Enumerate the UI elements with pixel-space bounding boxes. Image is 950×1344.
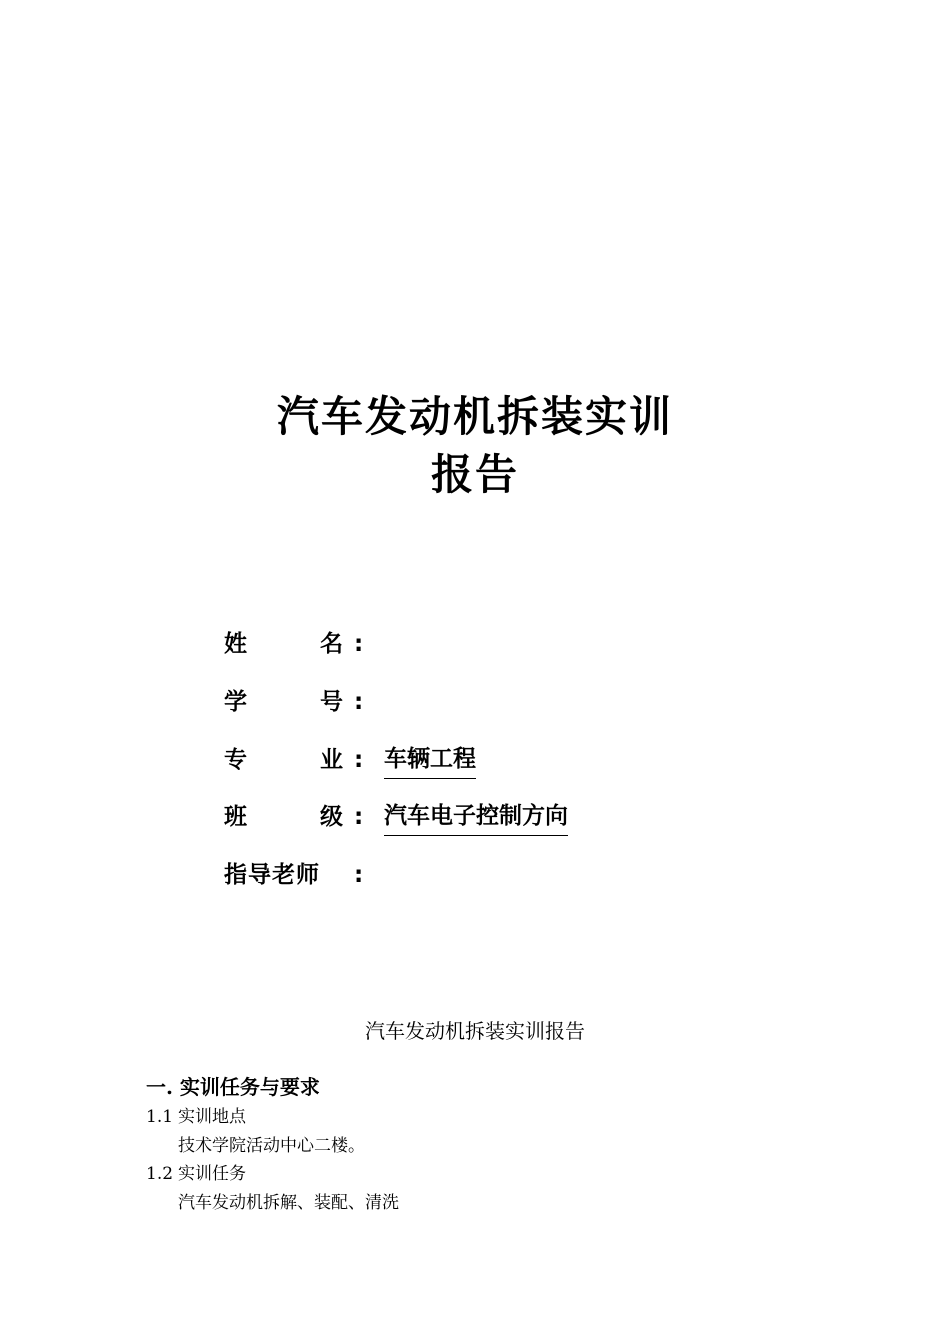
field-student-id-colon: : bbox=[354, 689, 364, 715]
field-student-id-label-part2: 号 bbox=[320, 689, 343, 715]
field-major-label-part2: 业 bbox=[320, 747, 343, 773]
subsection-heading bbox=[146, 1104, 246, 1130]
field-advisor-colon: : bbox=[354, 862, 364, 888]
paragraph-text: 技术学院活动中心二楼。 bbox=[178, 1136, 365, 1156]
subsection-title: 实训任务 bbox=[178, 1164, 246, 1184]
subsection-heading bbox=[146, 1161, 246, 1187]
field-major-label-part1: 专 bbox=[224, 747, 247, 773]
field-name-label-part2: 名 bbox=[320, 631, 343, 657]
subsection-title: 实训地点 bbox=[178, 1107, 246, 1127]
report-title: 汽车发动机拆装实训报告 bbox=[365, 1019, 585, 1043]
subsection-number: 1.2 bbox=[146, 1164, 174, 1184]
field-name-colon: : bbox=[354, 631, 364, 657]
cover-title-continued: 报告 bbox=[430, 450, 519, 499]
subsection-number: 1.1 bbox=[146, 1107, 174, 1127]
section-heading: 一. 实训任务与要求 bbox=[146, 1075, 320, 1099]
field-class-colon: : bbox=[354, 804, 364, 830]
paragraph-text: 汽车发动机拆解、装配、清洗 bbox=[178, 1193, 399, 1213]
cover-title: 汽车发动机拆装实训 bbox=[276, 392, 673, 441]
field-major-value: 车辆工程 bbox=[384, 740, 476, 779]
field-advisor-label: 指导老师 bbox=[224, 862, 320, 888]
field-class-value: 汽车电子控制方向 bbox=[384, 797, 568, 836]
field-student-id-label-part1: 学 bbox=[224, 689, 247, 715]
field-class-label-part2: 级 bbox=[320, 804, 343, 830]
field-class-label-part1: 班 bbox=[224, 804, 247, 830]
field-major-colon: : bbox=[354, 747, 364, 773]
field-name-label-part1: 姓 bbox=[224, 631, 247, 657]
